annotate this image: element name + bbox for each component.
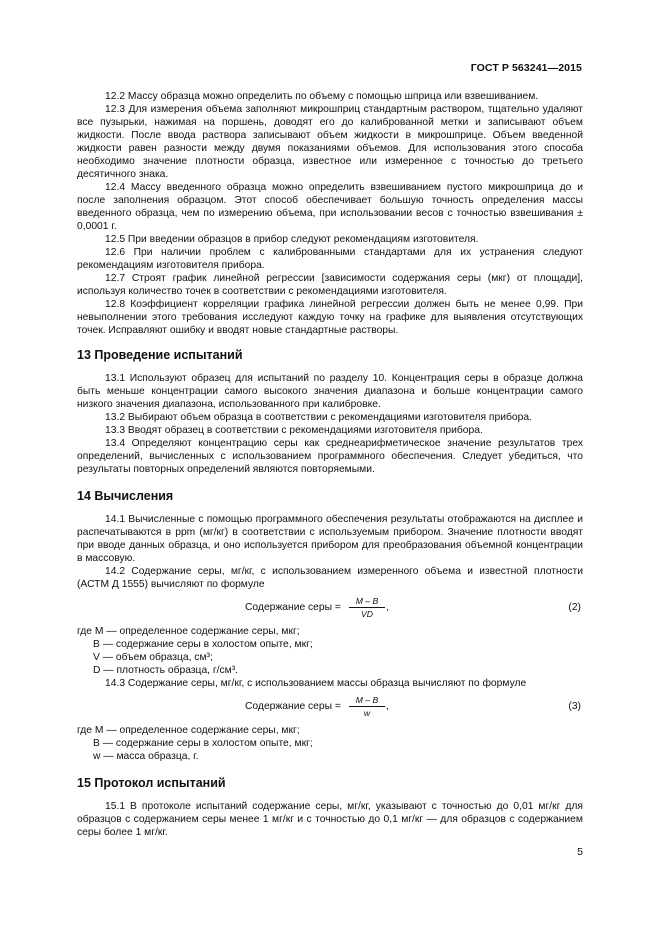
section-13-heading: 13 Проведение испытаний — [77, 348, 243, 362]
paragraph-14-2: 14.2 Содержание серы, мг/кг, с использованием измеренного объема и известной плотности (АСТМ Д 1555) вычисляют по формуле — [77, 566, 583, 590]
formula-3-denominator: w — [363, 708, 371, 718]
where-2-line-1: где M — определенное содержание серы, мкг; — [77, 626, 300, 637]
page-content — [77, 90, 583, 839]
paragraph-12-5: 12.5 При введении образцов в прибор следуют рекомендациям изготовителя. — [105, 234, 479, 245]
page-number: 5 — [577, 846, 583, 858]
formula-3-fraction — [349, 694, 385, 719]
formula-3-comma: , — [386, 701, 389, 712]
paragraph-12-2: 12.2 Массу образца можно определить по объему с помощью шприца или взвешиванием. — [105, 91, 539, 102]
formula-3-label: Содержание серы = — [245, 701, 341, 712]
formula-2-number: (2) — [568, 602, 581, 613]
where-3-line-2: B — содержание серы в холостом опыте, мкг; — [93, 738, 313, 749]
paragraph-12-4: 12.4 Массу введенного образца можно определить взвешиванием пустого микрошприца до и после заполнения образцом. Этот способ обеспечивает большую точность определения массы введенного образца, чем по измерению объема, при использовании весов с точностью взвешивания ± 0,0001 г. — [77, 182, 583, 232]
section-15-heading: 15 Протокол испытаний — [77, 776, 226, 790]
standard-header: ГОСТ Р 563241—2015 — [470, 62, 582, 74]
paragraph-12-7: 12.7 Строят график линейной регрессии [зависимости содержания серы (мкг) от площади], используя количество точек в соответствии с рекомендациями изготовителя. — [77, 273, 583, 297]
section-14-heading: 14 Вычисления — [77, 489, 174, 503]
formula-2-comma: , — [386, 602, 389, 613]
paragraph-13-2: 13.2 Выбирают объем образца в соответствии с рекомендациями изготовителя прибора. — [105, 412, 532, 423]
formula-2 — [77, 595, 583, 621]
paragraph-13-3: 13.3 Вводят образец в соответствии с рекомендациями изготовителя прибора. — [105, 425, 483, 436]
paragraph-12-6: 12.6 При наличии проблем с калиброванными стандартами для их устранения следуют рекомендациям изготовителя прибора. — [77, 247, 583, 271]
paragraph-13-1: 13.1 Используют образец для испытаний по разделу 10. Концентрация серы в образце должна быть меньше концентрации самого высокого значения диапазона и больше концентрации самого низкого значения диапазона, использованного при калибровке. — [77, 373, 583, 410]
paragraph-15-1: 15.1 В протоколе испытаний содержание серы, мг/кг, указывают с точностью до 0,01 мг/кг для образцов с содержанием серы менее 1 мг/кг и с точностью до 0,1 мг/кг — для образцов с содержанием серы более 1 мг/кг. — [77, 801, 583, 838]
where-2-line-4: D — плотность образца, г/см³. — [93, 665, 239, 676]
formula-2-label: Содержание серы = — [245, 602, 341, 613]
formula-3-numerator: M – B — [349, 694, 385, 707]
paragraph-14-3: 14.3 Содержание серы, мг/кг, с использованием массы образца вычисляют по формуле — [105, 678, 527, 689]
paragraph-14-1: 14.1 Вычисленные с помощью программного обеспечения результаты отображаются на дисплее и распечатываются в ppm (мг/кг) в соответствии с используемым прибором. Значение плотности вводят при вводе данных образца, и оно используется прибором для преобразования объемной концентрации в массовую. — [77, 514, 583, 564]
where-3-line-3: w — масса образца, г. — [93, 751, 199, 762]
where-2-line-3: V — объем образца, см³; — [93, 652, 213, 663]
paragraph-13-4: 13.4 Определяют концентрацию серы как среднеарифметическое значение результатов трех определений, вычисленных с использованием программного обеспечения. Следует убедиться, что результаты повторных определений являются повторяемыми. — [77, 438, 583, 475]
formula-2-numerator: M – B — [349, 595, 385, 608]
where-2-line-2: B — содержание серы в холостом опыте, мкг; — [93, 639, 313, 650]
formula-3 — [77, 694, 583, 720]
formula-2-fraction — [349, 595, 385, 620]
paragraph-12-8: 12.8 Коэффициент корреляции графика линейной регрессии должен быть не менее 0,99. При невыполнении этого требования исследуют каждую точку на графике для выявления отсутствующих точек. Исправляют ошибку и вводят новые стандартные растворы. — [77, 299, 583, 336]
formula-2-denominator: VD — [361, 609, 373, 619]
formula-3-number: (3) — [568, 701, 581, 712]
paragraph-12-3: 12.3 Для измерения объема заполняют микрошприц стандартным раствором, тщательно удаляют все пузырьки, нажимая на поршень, доводят его до калиброванной метки и записывают объем жидкости. После ввода раствора записывают объем жидкости в микрошприце. Объем введенной жидкости равен разности между двумя показаниями объемов. Для использования этого способа необходимо значение плотности образца, известное или измеренное с точностью до третьего десятичного знака. — [77, 104, 583, 180]
where-3-line-1: где M — определенное содержание серы, мкг; — [77, 725, 300, 736]
